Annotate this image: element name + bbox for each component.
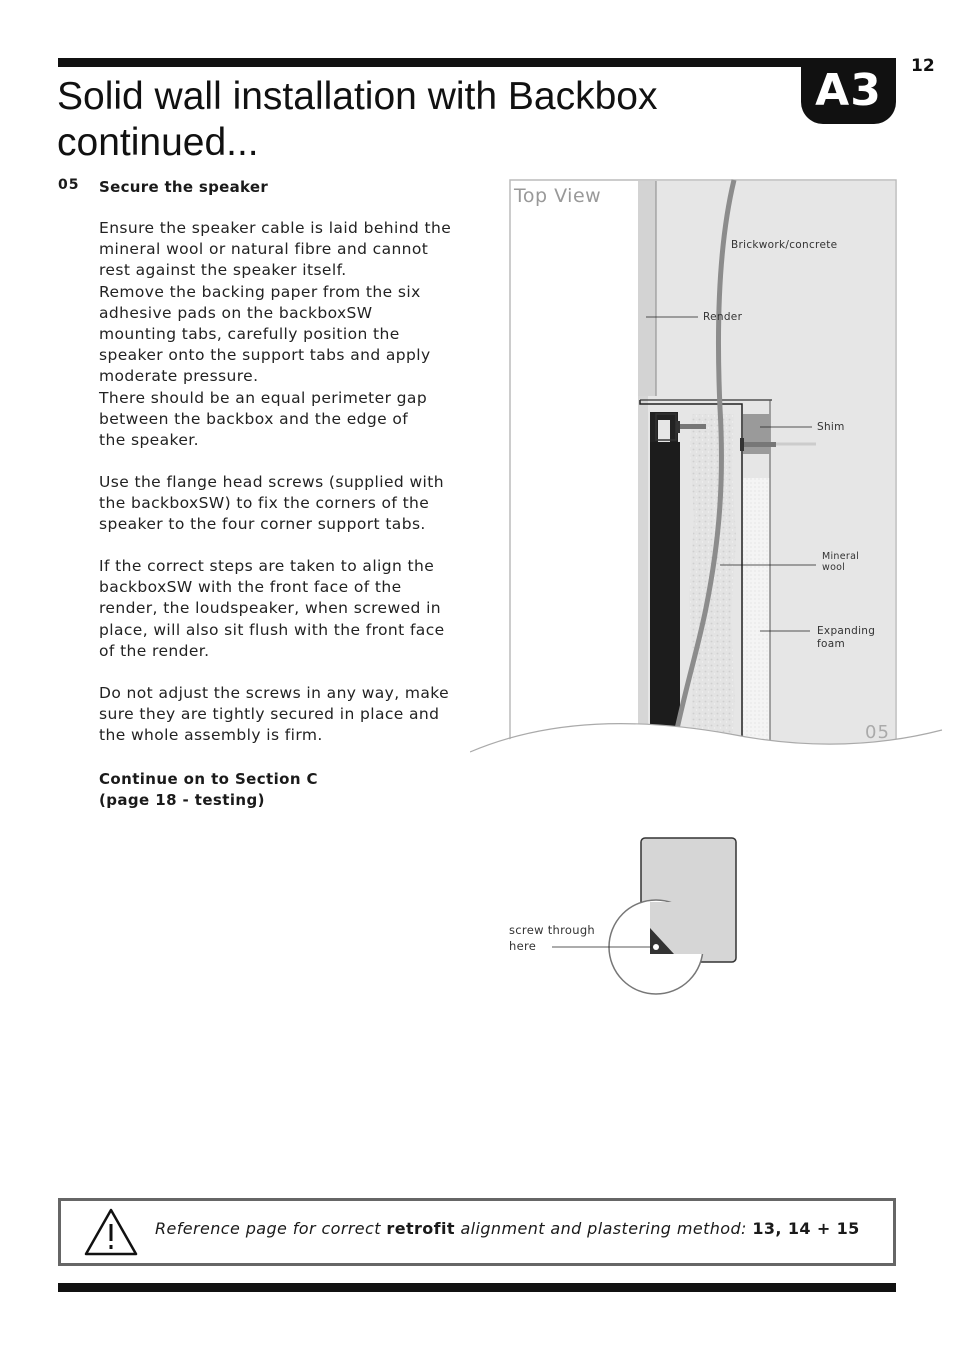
label-mineral-wool xyxy=(822,551,859,573)
label-mineral-wool-line-2: wool xyxy=(822,562,846,573)
warning-reference-box xyxy=(58,1198,896,1266)
step-paragraph-3 xyxy=(99,556,479,662)
screw-shim xyxy=(744,442,776,447)
warning-text-bold: retrofit xyxy=(386,1219,455,1238)
text-line: There should be an equal perimeter gap xyxy=(99,388,428,407)
label-render: Render xyxy=(703,311,743,323)
continue-line-2: (page 18 - testing) xyxy=(99,791,265,810)
text-line: mounting tabs, carefully position the xyxy=(99,325,400,344)
corner-screw-detail xyxy=(500,836,760,1001)
text-line: Ensure the speaker cable is laid behind the xyxy=(99,219,452,237)
screw-point xyxy=(653,944,659,950)
top-rule xyxy=(58,58,896,67)
continue-note xyxy=(99,769,318,811)
text-line: the speaker. xyxy=(99,431,199,450)
detail-label xyxy=(509,922,595,954)
label-expanding-foam xyxy=(817,625,875,651)
bottom-rule xyxy=(58,1283,896,1292)
text-line: If the correct steps are taken to align the xyxy=(99,557,435,575)
warning-text xyxy=(155,1219,860,1238)
continue-line-1: Continue on to Section C xyxy=(99,770,318,788)
warning-triangle-icon xyxy=(83,1207,139,1257)
text-line: speaker to the four corner support tabs. xyxy=(99,515,426,534)
wall-front-strip xyxy=(638,396,648,750)
text-line: rest against the speaker itself. xyxy=(99,261,347,280)
screw-bracket xyxy=(680,424,706,429)
label-expanding-foam-line-1: Expanding xyxy=(817,625,876,637)
render-layer xyxy=(638,181,656,396)
text-line: of the render. xyxy=(99,641,210,660)
warning-page-refs: 13, 14 + 15 xyxy=(752,1219,860,1238)
text-line: Remove the backing paper from the six xyxy=(99,282,421,301)
top-view-diagram xyxy=(470,178,945,758)
detail-label-line-1: screw through xyxy=(509,923,596,937)
expanding-foam xyxy=(743,478,770,750)
page-title-line-1: Solid wall installation with Backbox xyxy=(57,75,658,118)
corner-detail-drawing xyxy=(500,836,760,1001)
page-number: 12 xyxy=(911,56,935,76)
label-shim: Shim xyxy=(817,421,845,433)
text-line: render, the loudspeaker, when screwed in xyxy=(99,599,442,618)
text-line: moderate pressure. xyxy=(99,367,259,386)
step-paragraph-1 xyxy=(99,218,479,451)
view-title: Top View xyxy=(514,185,602,207)
text-line: speaker onto the support tabs and apply xyxy=(99,346,431,365)
top-view-drawing xyxy=(470,178,945,758)
text-line: the whole assembly is firm. xyxy=(99,726,323,745)
shim xyxy=(743,414,770,454)
text-line: Do not adjust the screws in any way, make xyxy=(99,684,450,702)
warning-text-suffix: alignment and plastering method: xyxy=(454,1219,753,1238)
step-paragraph-4 xyxy=(99,683,479,747)
text-line: Use the flange head screws (supplied with xyxy=(99,473,444,491)
step-heading: Secure the speaker xyxy=(99,178,269,196)
section-badge: A3 xyxy=(801,58,896,124)
text-line: mineral wool or natural fibre and cannot xyxy=(99,240,429,259)
page-title-line-2: continued... xyxy=(57,121,259,164)
step-paragraph-2 xyxy=(99,472,479,536)
warning-text-prefix: Reference page for correct xyxy=(155,1219,387,1238)
text-line: the backboxSW) to fix the corners of the xyxy=(99,494,430,513)
text-line: backboxSW with the front face of the xyxy=(99,578,402,597)
text-line: place, will also sit flush with the front face xyxy=(99,620,445,639)
label-mineral-wool-line-1: Mineral xyxy=(822,551,860,562)
speaker-front xyxy=(650,442,680,750)
text-line: sure they are tightly secured in place and xyxy=(99,705,440,724)
step-number: 05 xyxy=(58,177,80,193)
detail-label-line-2: here xyxy=(509,939,537,953)
text-line: between the backbox and the edge of xyxy=(99,409,409,428)
page-title xyxy=(57,74,777,166)
label-brickwork: Brickwork/concrete xyxy=(731,239,838,251)
diagram-step-tag: 05 xyxy=(865,722,890,743)
label-expanding-foam-line-2: foam xyxy=(817,638,845,650)
text-line: adhesive pads on the backboxSW xyxy=(99,303,373,322)
